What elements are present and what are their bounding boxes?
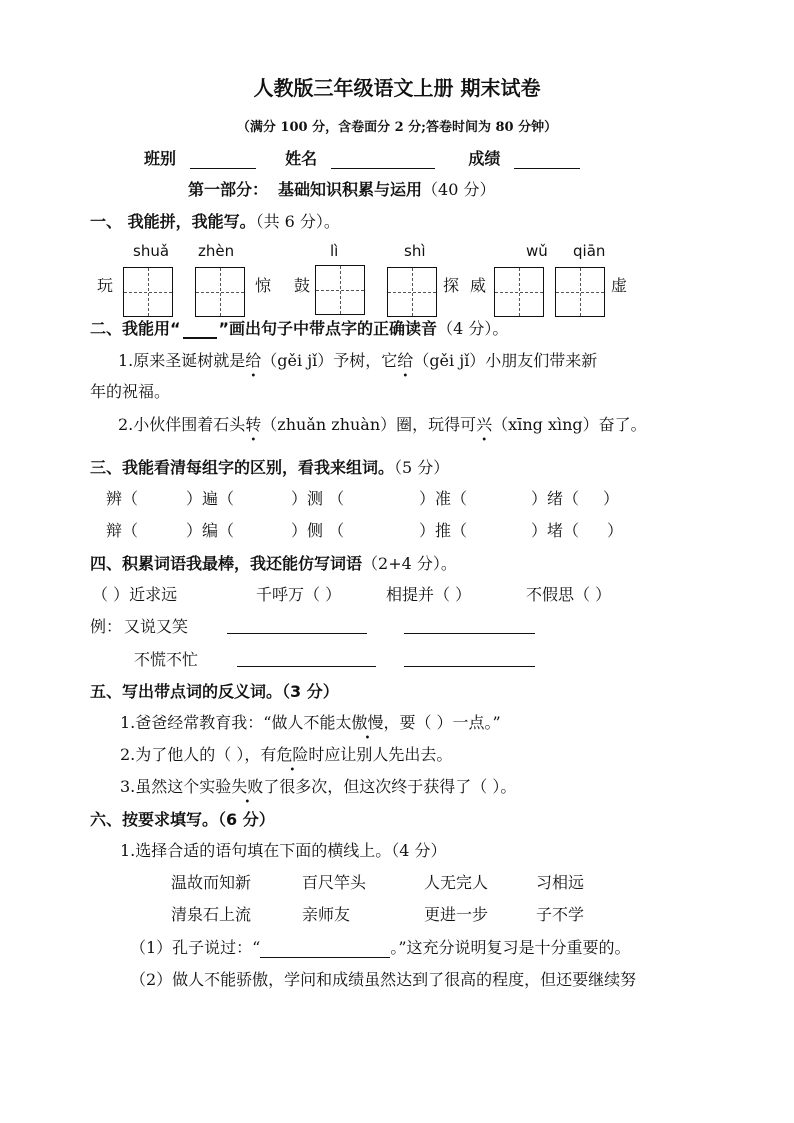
writing-box-2[interactable] [195,267,245,317]
q2-heading: 二、我能用“ ”画出句子中带点字的正确读音（4 分）。 [90,319,509,338]
q6-option: 温故而知新 [171,873,252,892]
q6-heading: 六、按要求填写。（6 分） [90,810,275,829]
q5-heading: 五、写出带点词的反义词。（3 分） [90,682,339,701]
example-label: 例： [90,617,123,636]
writing-box-6[interactable] [555,267,605,317]
q4-word-3: 相提并（ ） [386,585,472,604]
class-field[interactable] [190,152,256,169]
q6-item-1: （1）孔子说过：“ 。”这充分说明复习是十分重要的。 [130,938,631,957]
q5-sentence-2: 2.为了他人的（ ），有危险时应让别人先出去。 [120,745,453,764]
q4-blank-2[interactable] [404,633,535,634]
pinyin-zhen: zhèn [198,242,235,260]
q6-option: 百尺竿头 [302,873,367,892]
char-wei: 威 [470,276,487,295]
part1-heading: 第一部分： 基础知识积累与运用（40 分） [188,180,496,199]
q5-sentence-1: 1.爸爸经常教育我：“做人不能太傲慢，要（ ）一点。” [120,713,501,732]
name-field[interactable] [331,152,435,169]
score-label: 成绩 [468,149,501,168]
q6-item-2: （2）做人不能骄傲，学问和成绩虽然达到了很高的程度，但还要继续努 [130,970,637,989]
writing-box-1[interactable] [123,267,173,317]
q2-sentence-2: 2.小伙伴围着石头转（zhuǎn zhuàn）圈，玩得可兴（xīng xìng）奋了。 [118,415,647,434]
q6-option: 子不学 [536,905,585,924]
q6-option: 习相远 [536,873,585,892]
example-2: 不慌不忙 [134,650,199,669]
exam-note: （满分 100 分，含卷面分 2 分;答卷时间为 80 分钟） [236,120,558,135]
char-tan: 探 [443,276,460,295]
pinyin-li: lì [330,242,339,260]
example-1: 又说又笑 [124,617,189,636]
char-xu: 虚 [611,276,628,295]
q4-word-1: （ ）近求远 [92,585,178,604]
info-line [144,146,580,169]
q4-word-4: 不假思（ ） [526,585,612,604]
class-label: 班别 [144,149,177,168]
pinyin-qian: qiān [573,242,606,260]
q2-sentence-1: 1.原来圣诞树就是给（gěi jǐ）予树，它给（gěi jǐ）小朋友们带来新 [118,351,598,370]
writing-box-5[interactable] [494,267,544,317]
underline-sample [183,325,217,339]
q3-row-1: 辨（ ）遍（ ）测 （ ）准（ ）绪（ ） [106,489,620,508]
pinyin-shi: shì [404,242,426,260]
q4-blank-3[interactable] [237,666,376,667]
writing-box-4[interactable] [387,267,437,317]
q4-blank-1[interactable] [227,633,367,634]
q6-option: 更进一步 [424,905,489,924]
char-wan: 玩 [97,276,114,295]
q6-option: 清泉石上流 [171,905,252,924]
writing-box-3[interactable] [315,265,365,315]
char-gu: 鼓 [294,276,311,295]
q6-blank-1[interactable] [260,941,390,958]
q4-word-2: 千呼万（ ） [256,585,342,604]
pinyin-wu: wǔ [526,242,548,260]
q4-heading: 四、积累词语我最棒，我还能仿写词语（2+4 分）。 [90,554,457,573]
q1-heading: 一、 我能拼，我能写。（共 6 分）。 [90,212,340,231]
page-title: 人教版三年级语文上册 期末试卷 [253,76,541,100]
q3-heading: 三、我能看清每组字的区别，看我来组词。（5 分） [90,458,450,477]
char-jing: 惊 [255,276,272,295]
q6-option: 人无完人 [424,873,489,892]
q4-blank-4[interactable] [404,666,535,667]
q6-option: 亲师友 [302,905,351,924]
name-label: 姓名 [285,149,318,168]
q6-sub-1: 1.选择合适的语句填在下面的横线上。（4 分） [120,841,447,860]
score-field[interactable] [514,152,580,169]
pinyin-shua: shuǎ [133,242,170,260]
q5-sentence-3: 3.虽然这个实验失败了很多次，但这次终于获得了（ ）。 [120,777,517,796]
q2-sentence-1-cont: 年的祝福。 [90,382,171,401]
q3-row-2: 辩（ ）编（ ）侧 （ ）推（ ）堵（ ） [106,521,624,540]
